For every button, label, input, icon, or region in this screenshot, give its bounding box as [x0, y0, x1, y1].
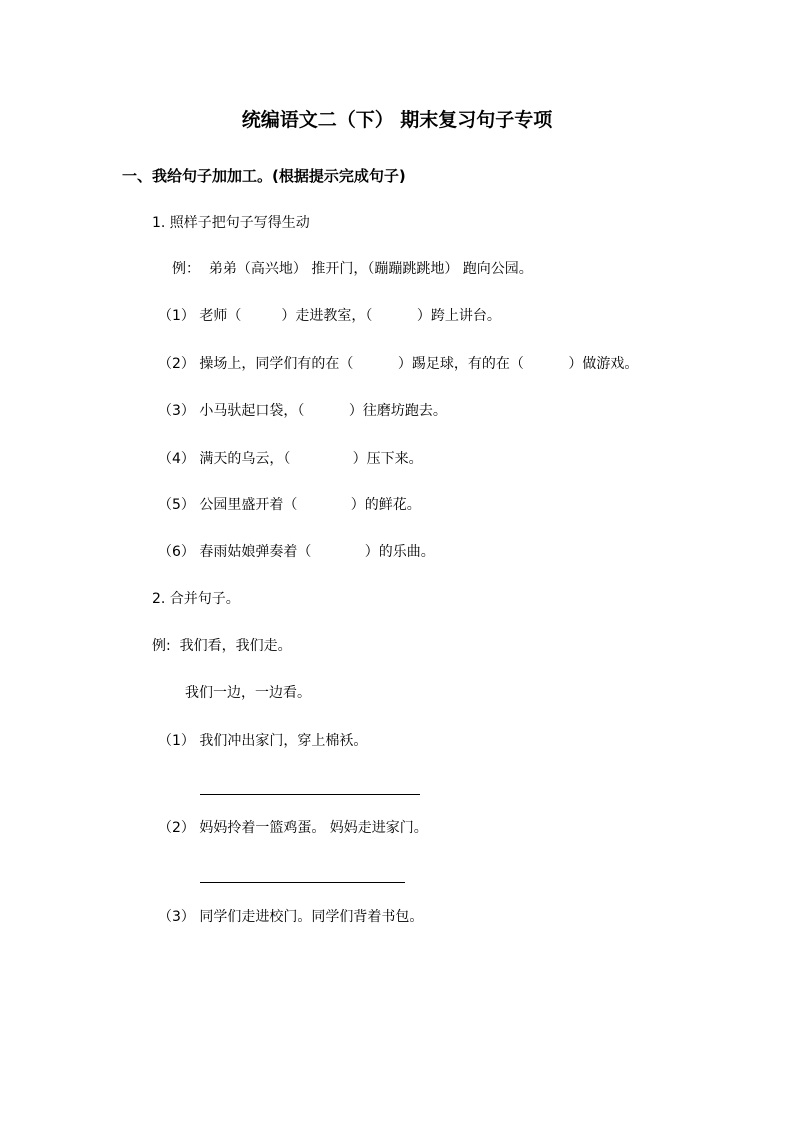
part2-example-line2: 我们一边，一边看。	[185, 685, 311, 701]
part1-example: 例： 弟弟（高兴地） 推开门，（蹦蹦跳跳地） 跑向公园。	[172, 261, 533, 277]
part2-item-2: （2） 妈妈拎着一篮鸡蛋。 妈妈走进家门。	[158, 820, 428, 836]
part1-item-2: （2） 操场上，同学们有的在（ ）踢足球，有的在（ ）做游戏。	[158, 356, 639, 372]
page-title: 统编语文二（下） 期末复习句子专项	[241, 109, 553, 131]
part2-example-line1: 例: 我们看，我们走。	[152, 638, 292, 654]
part2-item-3: （3） 同学们走进校门。同学们背着书包。	[158, 909, 424, 925]
section-heading: 一、我给句子加加工。(根据提示完成句子)	[122, 167, 406, 185]
part1-item-6: （6） 春雨姑娘弹奏着（ ）的乐曲。	[158, 544, 435, 560]
part1-item-4: （4） 满天的乌云，（ ）压下来。	[158, 451, 423, 467]
part1-label: 1. 照样子把句子写得生动	[152, 215, 310, 231]
answer-line-1[interactable]	[200, 794, 420, 795]
answer-line-2[interactable]	[200, 882, 405, 883]
part1-item-1: （1） 老师（ ）走进教室，（ ）跨上讲台。	[158, 308, 501, 324]
part1-item-5: （5） 公园里盛开着（ ）的鲜花。	[158, 497, 421, 513]
part1-item-3: （3） 小马驮起口袋，（ ）往磨坊跑去。	[158, 403, 447, 419]
part2-label: 2. 合并句子。	[152, 591, 240, 607]
part2-item-1: （1） 我们冲出家门，穿上棉袄。	[158, 733, 368, 749]
